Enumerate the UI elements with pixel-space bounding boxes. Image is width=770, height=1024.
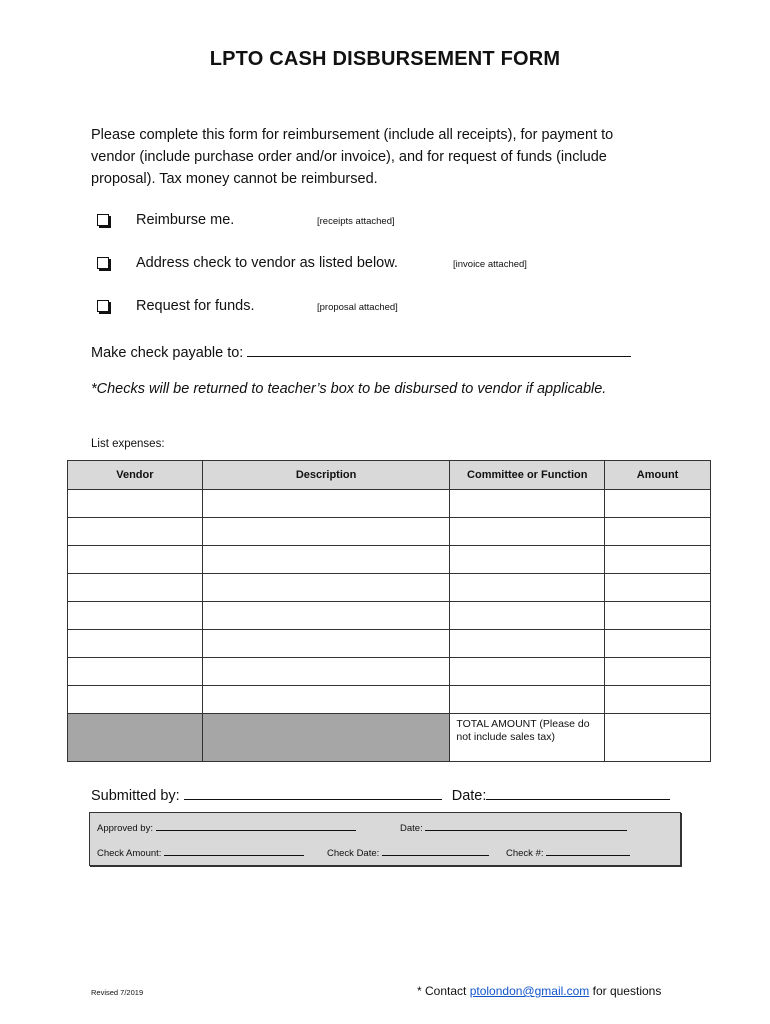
committee-cell[interactable] [450, 658, 605, 686]
shaded-cell [68, 714, 203, 762]
total-amount-cell[interactable] [605, 714, 711, 762]
description-cell[interactable] [202, 658, 450, 686]
check-date-row [327, 846, 489, 859]
vendor-cell[interactable] [68, 574, 203, 602]
committee-cell[interactable] [450, 490, 605, 518]
date-label: Date: [451, 788, 487, 804]
table-row [68, 658, 711, 686]
committee-cell[interactable] [450, 602, 605, 630]
check-amount-row [97, 846, 304, 859]
contact-prefix: * Contact [417, 984, 467, 998]
committee-cell[interactable] [450, 574, 605, 602]
check-number-row [506, 846, 630, 859]
checkbox-icon[interactable] [97, 257, 109, 269]
vendor-cell[interactable] [68, 630, 203, 658]
checks-note: *Checks will be returned to teacher’s box to be disbursed to vendor if applicable. [91, 381, 607, 397]
description-cell[interactable] [202, 602, 450, 630]
column-header-vendor: Vendor [68, 461, 203, 490]
shaded-cell [202, 714, 450, 762]
table-row [68, 602, 711, 630]
table-row [68, 630, 711, 658]
description-cell[interactable] [202, 574, 450, 602]
description-cell[interactable] [202, 686, 450, 714]
amount-cell[interactable] [605, 574, 711, 602]
check-amount-field[interactable] [164, 846, 304, 856]
table-row [68, 490, 711, 518]
column-header-amount: Amount [605, 461, 711, 490]
payable-field[interactable] [247, 342, 631, 357]
amount-cell[interactable] [605, 490, 711, 518]
description-cell[interactable] [202, 518, 450, 546]
check-number-label: Check #: [506, 848, 544, 859]
payable-label: Make check payable to: [91, 345, 244, 361]
intro-paragraph: Please complete this form for reimbursement (include all receipts), for payment to vendor (include purchase order and/or invoice), and for request of funds (include proposal). Tax money cannot be reimbursed. [91, 127, 614, 187]
check-date-label: Check Date: [327, 848, 380, 859]
description-cell[interactable] [202, 546, 450, 574]
submitted-row [91, 785, 670, 804]
total-amount-label: TOTAL AMOUNT (Please do not include sales tax) [450, 714, 605, 762]
vendor-cell[interactable] [68, 658, 203, 686]
vendor-cell[interactable] [68, 686, 203, 714]
table-row [68, 574, 711, 602]
check-amount-label: Check Amount: [97, 848, 162, 859]
column-header-description: Description [202, 461, 450, 490]
date-field[interactable] [486, 785, 670, 800]
amount-cell[interactable] [605, 686, 711, 714]
total-row [68, 714, 711, 762]
column-header-committee: Committee or Function [450, 461, 605, 490]
revision-note: Revised 7/2019 [91, 988, 144, 997]
table-row [68, 518, 711, 546]
committee-cell[interactable] [450, 518, 605, 546]
checkbox-icon[interactable] [97, 214, 109, 226]
option-label: Reimburse me. [136, 212, 235, 228]
payable-row [91, 342, 631, 361]
option-note: [proposal attached] [317, 302, 398, 313]
form-title: LPTO CASH DISBURSEMENT FORM [209, 48, 561, 70]
description-cell[interactable] [202, 630, 450, 658]
amount-cell[interactable] [605, 546, 711, 574]
amount-cell[interactable] [605, 518, 711, 546]
option-note: [receipts attached] [317, 216, 395, 227]
option-label: Request for funds. [136, 298, 255, 314]
option-label: Address check to vendor as listed below. [136, 255, 398, 271]
amount-cell[interactable] [605, 602, 711, 630]
committee-cell[interactable] [450, 630, 605, 658]
vendor-cell[interactable] [68, 546, 203, 574]
approval-date-field[interactable] [425, 821, 627, 831]
email-link[interactable]: ptolondon@gmail.com [469, 984, 590, 998]
amount-cell[interactable] [605, 630, 711, 658]
list-expenses-label: List expenses: [91, 438, 165, 450]
check-date-field[interactable] [382, 846, 489, 856]
contact-line [417, 984, 661, 998]
approved-by-label: Approved by: [97, 823, 153, 834]
approval-date-label: Date: [400, 823, 423, 834]
vendor-cell[interactable] [68, 602, 203, 630]
vendor-cell[interactable] [68, 518, 203, 546]
approved-by-row [97, 821, 356, 834]
committee-cell[interactable] [450, 686, 605, 714]
table-row [68, 686, 711, 714]
expenses-table [67, 460, 711, 762]
contact-suffix: for questions [592, 984, 662, 998]
approval-date-row [400, 821, 627, 834]
checkbox-icon[interactable] [97, 300, 109, 312]
approved-by-field[interactable] [156, 821, 356, 831]
committee-cell[interactable] [450, 546, 605, 574]
option-request-funds[interactable] [97, 298, 547, 318]
amount-cell[interactable] [605, 658, 711, 686]
table-row [68, 546, 711, 574]
option-vendor-check[interactable] [97, 255, 547, 275]
option-note: [invoice attached] [453, 259, 527, 270]
option-reimburse[interactable] [97, 212, 547, 232]
submitted-label: Submitted by: [91, 788, 180, 804]
vendor-cell[interactable] [68, 490, 203, 518]
check-number-field[interactable] [546, 846, 630, 856]
submitted-field[interactable] [184, 785, 442, 800]
description-cell[interactable] [202, 490, 450, 518]
office-approval-box [89, 812, 681, 866]
